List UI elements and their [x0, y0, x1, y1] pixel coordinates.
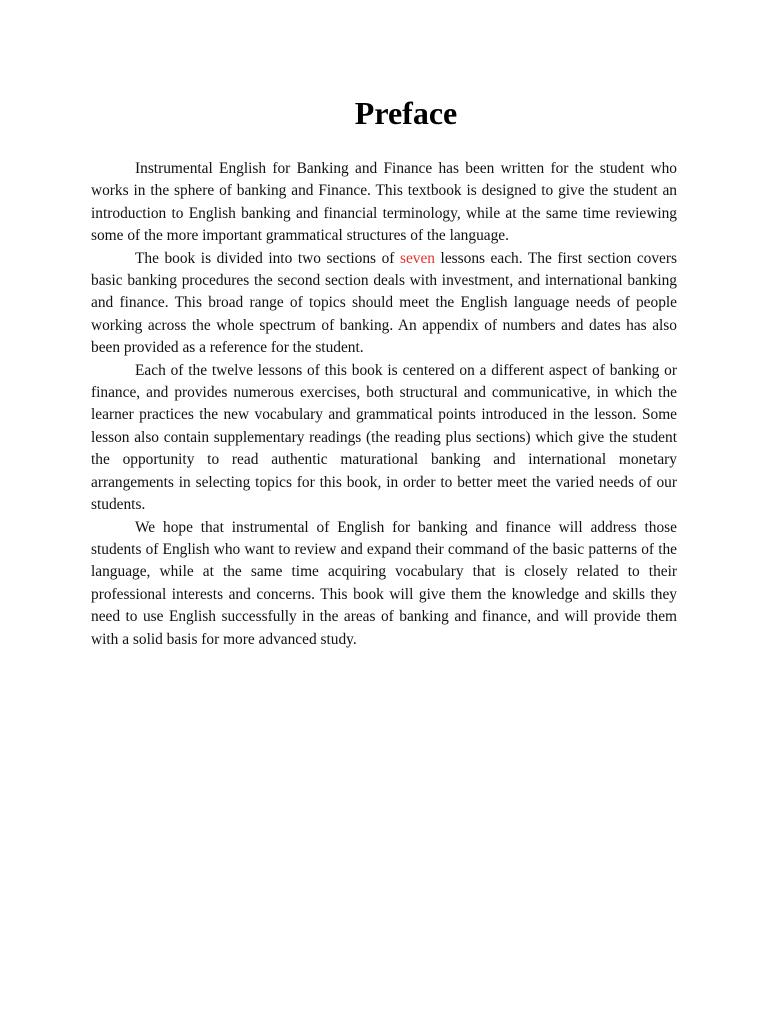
highlighted-word: seven: [399, 249, 435, 267]
paragraph-2-text-start: The book is divided into two sections of: [135, 249, 400, 267]
paragraph-4: We hope that instrumental of English for banking and finance will address those students of English who want to review and expand their command of the basic patterns of the language, while at the same time acquiring vocabulary that is closely related to their professional interests and concerns. This book will give them the knowledge and skills they need to use English successfully in the areas of banking and finance, and will provide them with a solid basis for more advanced study.: [91, 518, 677, 648]
preface-body: [91, 158, 677, 651]
paragraph-2: [91, 248, 677, 360]
paragraph-1: Instrumental English for Banking and Finance has been written for the student who works in the sphere of banking and Finance. This textbook is designed to give the student an introduction to English banking and financial terminology, while at the same time reviewing some of the more important grammatical structures of the language.: [91, 160, 677, 245]
paragraph-3: Each of the twelve lessons of this book is centered on a different aspect of banking or finance, and provides numerous exercises, both structural and communicative, in which the learner practices the new vocabulary and grammatical points introduced in the lesson. Some lesson also contain supplementary readings (the reading plus sections) which give the student the opportunity to read authentic maturational banking and international monetary arrangements in selecting topics for this book, in order to better meet the varied needs of our students.: [91, 361, 677, 514]
paragraph-2-text-end: lessons each. The first section covers basic banking procedures the second section deals with investment, and international banking and finance. This broad range of topics should meet the English language needs of people working across the whole spectrum of banking. An appendix of numbers and dates has also been provided as a reference for the student.: [91, 249, 677, 357]
page-title: Preface: [354, 95, 458, 131]
